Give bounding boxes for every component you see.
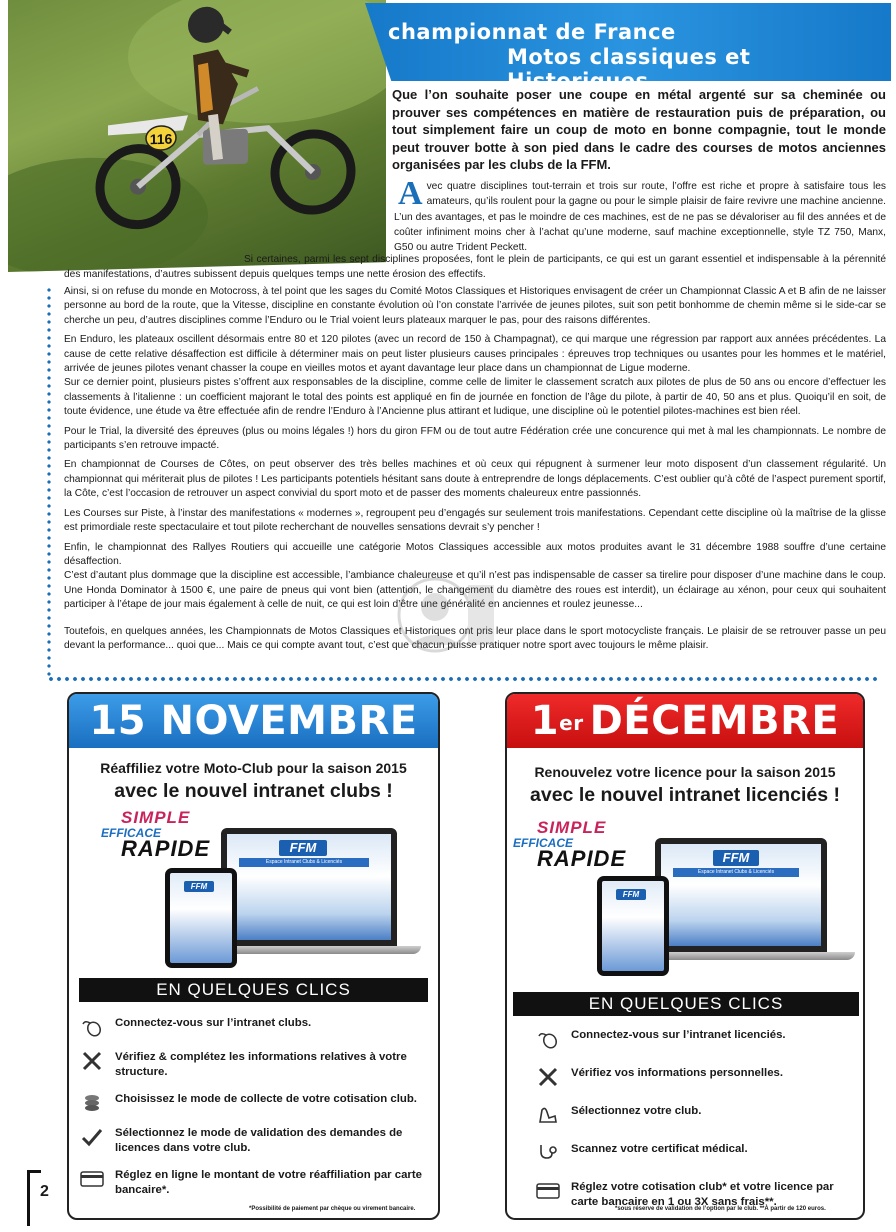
- laptop-base: [209, 946, 421, 954]
- ffm-logo-small: FFM: [184, 881, 214, 892]
- paragraph-piste: Les Courses sur Piste, à l’instar des manifestations « modernes », regroupent peu d’engagés sur seulement trois manifestations. Cependant cette discipline où la maîtrise de la glisse est primordiale reste spectaculaire et tout pilote recherchant de nouvelles sensations devrait s’y pencher !: [64, 507, 886, 534]
- check-icon: [79, 1126, 105, 1148]
- ffm-logo-small: FFM: [616, 889, 646, 900]
- slogan-efficace: EFFICACE: [513, 836, 573, 850]
- step-item: [79, 1168, 424, 1198]
- slogan-simple: SIMPLE: [121, 808, 191, 827]
- promo-card-clubs: [67, 692, 440, 1220]
- promo-card-licences: [505, 692, 865, 1220]
- step-text: Connectez-vous sur l’intranet licenciés.: [571, 1029, 786, 1041]
- card-icon: [79, 1168, 105, 1190]
- paragraph-trial: Pour le Trial, la diversité des épreuves (plus ou moins légales !) hors du giron FFM ou de tout autre Fédération crée une concurence qui met à mal les championnats. Le nombre de participants s’en retrouve impacté.: [64, 425, 886, 452]
- card-icon: [535, 1180, 561, 1202]
- dotted-rule-vertical: [47, 286, 51, 678]
- rider-number: 116: [149, 130, 173, 148]
- intro-continued: Si certaines, parmi les sept disciplines proposées, font le plein de participants, ce qui est un garant essentiel et indispensable à la pérennité des manifestations, d’autres subissent depuis quelques temps une nette érosion des effectifs.: [64, 254, 886, 280]
- coins-icon: [79, 1092, 105, 1114]
- step-item: [79, 1092, 424, 1114]
- card-date-month: DÉCEMBRE: [589, 698, 840, 744]
- card-date: 15 NOVEMBRE: [89, 698, 418, 744]
- article-body: [64, 285, 886, 658]
- step-text: Scannez votre certificat médical.: [571, 1143, 748, 1155]
- steps-list: [535, 1028, 861, 1220]
- page-number: 2: [40, 1183, 49, 1200]
- step-text: Réglez en ligne le montant de votre réaffiliation par carte bancaire*.: [115, 1169, 422, 1196]
- card-subtitle: Réaffiliez votre Moto-Club pour la saison 2015: [100, 760, 407, 776]
- paragraph-cotes: En championnat de Courses de Côtes, on peut observer des très belles machines et où ceux qui répugnent à surmener leur moto disposent d’un classement régularité. Un championnat qui mériterait plus de pilotes ! Les participants potentiels hésitant sans doute à entreprendre de longs déplacements. C’est oublier qu’à côté de l’aspect purement sportif, la Côte, c’est l’occasion de retrouver un aspect convivial du sport moto et de passer des moments chaleureux entre passionnés.: [64, 459, 886, 500]
- card-date-header: [507, 694, 863, 748]
- laptop-screen: [655, 838, 827, 952]
- paragraph-enduro: En Enduro, les plateaux oscillent désormais entre 80 et 120 pilotes (avec un record de 150 à Champagnat), ce qui marque une régression par rapport aux années précédentes. La cause de cette relative désaffection est difficile à déterminer mais on peut lister plusieurs causes principales : épreuves trop techniques ou usantes pour les hommes et le matériel, arrivée de jeunes pilotes venant chasser la coupe en vieilles motos et ayant davantage leur place dans un championnat de Ligue moderne.: [64, 334, 886, 375]
- steps-list: [79, 1016, 424, 1210]
- step-item: [535, 1142, 861, 1164]
- step-item: [79, 1016, 424, 1038]
- ffm-logo: FFM: [279, 840, 327, 856]
- laptop-base: [643, 952, 855, 960]
- step-text: Vérifiez & complétez les informations relatives à votre structure.: [115, 1051, 407, 1078]
- step-text: Réglez votre cotisation club* et votre licence par carte bancaire en 1 ou 3X sans frais**.: [571, 1181, 834, 1208]
- laptop-screen: [221, 828, 397, 946]
- card-date-suffix: er: [559, 711, 584, 735]
- slogan-efficace: EFFICACE: [101, 826, 161, 840]
- tablet-device: [165, 868, 237, 968]
- lead-paragraph: Que l’on souhaite poser une coupe en métal argenté sur sa cheminée ou prouver ses compétences en matière de restauration puis de préparation, ou tout simplement faire un coup de moto en bonne compagnie, tout le monde peut trouver botte à son pied dans le cadre des courses de motos anciennes organisées par les clubs de la FFM.: [392, 87, 886, 173]
- tablet-device: [597, 876, 669, 976]
- intranet-bar: Espace Intranet Clubs & Licenciés: [673, 868, 799, 877]
- step-text: Sélectionnez votre club.: [571, 1105, 702, 1117]
- paragraph-motocross: Ainsi, si on refuse du monde en Motocross, à tel point que les sages du Comité Motos Classiques et Historiques envisagent de créer un Championnat Classic A et B afin de ne laisser personne au bord de la route, que la Vitesse, discipline en constante évolution où l’on constate l’arrivée de jeunes pilotes, suit son petit bonhomme de chemin même si le side-car se cherche un peu, d’autres disciplines comme l’Enduro ou le Trial voient leurs plateaux marquer le pas, pour des raisons différentes.: [64, 286, 886, 326]
- intranet-bar: Espace Intranet Clubs & Licenciés: [239, 858, 369, 867]
- card-subtitle: Renouvelez votre licence pour la saison 2015: [534, 764, 836, 780]
- slogan-simple: SIMPLE: [537, 818, 607, 837]
- mouse-icon: [79, 1016, 105, 1038]
- ffm-logo: FFM: [713, 850, 759, 866]
- card-date-header: [69, 694, 438, 748]
- page-title-line1: championnat de France: [388, 20, 676, 44]
- card-headline: avec le nouvel intranet licenciés !: [530, 784, 840, 806]
- slogan: [513, 818, 626, 872]
- paragraph-rallyes-access: C’est d’autant plus dommage que la discipline est accessible, l’ambiance chaleureuse et qu’il n’est pas indispensable de casser sa tirelire pour disposer d’une machine dans le coup. Une Honda Dominator à 1500 €, une paire de pneus qui vont bien (attention, le changement du diamètre des roues est interdit), un éclairage au xénon, pour ceux qui souhaitent participer à l’étape de jour mais également à celle de nuit, ce qui est loin d’être une généralité en anciennes et roulez jeunesse...: [64, 570, 886, 611]
- mouse-icon: [535, 1028, 561, 1050]
- motocross-photo: [8, 0, 386, 272]
- footnote: *Possibilité de paiement par chèque ou virement bancaire.: [249, 1206, 416, 1212]
- tools-icon: [535, 1066, 561, 1088]
- card-headline: avec le nouvel intranet clubs !: [114, 780, 393, 802]
- page-number-frame: [27, 1170, 49, 1226]
- step-text: Connectez-vous sur l’intranet clubs.: [115, 1017, 312, 1029]
- slogan-rapide: RAPIDE: [537, 846, 627, 871]
- step-item: [79, 1050, 424, 1080]
- step-text: Vérifiez vos informations personnelles.: [571, 1067, 784, 1079]
- slogan-rapide: RAPIDE: [121, 836, 211, 861]
- step-item: [535, 1028, 861, 1050]
- tools-icon: [79, 1050, 105, 1072]
- clics-banner: EN QUELQUES CLICS: [79, 978, 428, 1002]
- page-title-line2: Motos classiques et Historiques: [507, 45, 751, 93]
- paragraph-conclusion: Toutefois, en quelques années, les Championnats de Motos Classiques et Historiques ont pris leur place dans le sport motocycliste français. Le plaisir de se retrouver passe un peu devant la performance... quoi que... Mais ce qui compte avant tout, c’est que chacun puisse pratiquer notre sport avec toujours le même plaisir.: [64, 625, 886, 651]
- footnote: *sous réserve de validation de l’option par le club. **À partir de 120 euros.: [615, 1206, 826, 1212]
- clics-banner: EN QUELQUES CLICS: [513, 992, 859, 1016]
- intro-paragraph: [394, 175, 886, 255]
- paragraph-enduro-solutions: Sur ce dernier point, plusieurs pistes s’offrent aux responsables de la discipline, comme celle de limiter le classement scratch aux pilotes de plus de 50 ans ou encore d’effectuer les classements à l’italienne : un coefficient majorant le total des points est appliqué en fin de journée en fonction de l’âge du pilote, à partir de 40, 50 ans et plus. Quoiqu’il en soit, de toute évidence, une étude va être effectuée afin de rendre l’Enduro à l’Ancienne plus attirant et ludique, une discipline où le potentiel pilotes-machines est bien réel.: [64, 377, 886, 418]
- stethoscope-icon: [535, 1142, 561, 1164]
- step-text: Sélectionnez le mode de validation des demandes de licences dans votre club.: [115, 1127, 403, 1154]
- card-date-day: 1: [530, 698, 560, 744]
- paragraph-rallyes: Enfin, le championnat des Rallyes Routiers qui accueille une catégorie Motos Classiques accessible aux motos produites avant le 31 décembre 1988 souffre d’une certaine désaffection.: [64, 541, 886, 567]
- step-text: Choisissez le mode de collecte de votre cotisation club.: [115, 1093, 417, 1105]
- map-icon: [535, 1104, 561, 1126]
- intro-text: vec quatre disciplines tout-terrain et trois sur route, l’offre est riche et propre à satisfaire tous les amateurs, qu’ils roulent pour la gagne ou pour le simple plaisir de faire revivre une machine ancienne. L’un des avantages, et pas le moindre de ces machines, est de ne pas se dévaloriser au fil des années et de coûter infiniment moins cher à l’achat qu’une moderne, sauf machine exceptionnelle, style TZ 750, Manx, G50 ou autre Trident Peckett.: [394, 181, 886, 254]
- step-item: [535, 1066, 861, 1088]
- step-item: [79, 1126, 424, 1156]
- dotted-rule-horizontal: [47, 676, 877, 682]
- slogan: [101, 808, 210, 862]
- drop-cap: A: [398, 175, 423, 212]
- step-item: [535, 1104, 861, 1126]
